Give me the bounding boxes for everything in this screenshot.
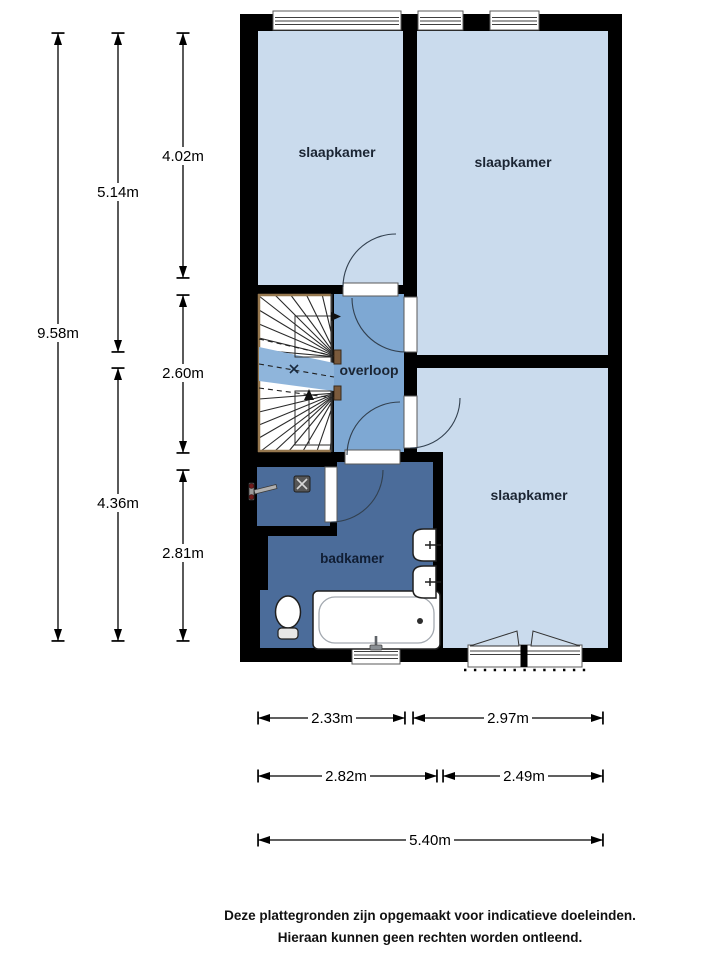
label-slaapkamer-bottom-right: slaapkamer — [490, 487, 568, 503]
dim-h-row1-left — [258, 709, 405, 727]
toilet-icon — [276, 596, 301, 639]
disclaimer-line-1: Deze plattegronden zijn opgemaakt voor indicatieve doeleinden. — [224, 908, 636, 923]
dim-h-total-width — [258, 831, 603, 849]
dim-v-mid-lower — [94, 368, 142, 641]
window-top-left — [273, 11, 401, 30]
label-badkamer: badkamer — [320, 551, 384, 566]
newel-post-lower — [334, 386, 341, 400]
dim-v-inner-top — [159, 33, 207, 278]
dim-label: 5.14m — [97, 184, 139, 201]
label-slaapkamer-top-right: slaapkamer — [474, 154, 552, 170]
dim-label: 2.49m — [503, 768, 545, 785]
room-slaapkamer-bottom-right — [417, 368, 608, 648]
dim-label: 2.81m — [162, 545, 204, 562]
dim-v-total — [34, 33, 82, 641]
room-slaapkamer-top-right — [417, 31, 608, 355]
label-slaapkamer-top-left: slaapkamer — [298, 144, 376, 160]
dim-label: 2.82m — [325, 768, 367, 785]
dim-h-row2-right — [443, 767, 603, 785]
floor-drain-icon — [294, 476, 310, 492]
window-top-right — [490, 11, 539, 30]
dim-label: 2.33m — [311, 710, 353, 727]
dim-label: 4.36m — [97, 495, 139, 512]
dim-label: 4.02m — [162, 148, 204, 165]
floor-plan — [240, 11, 622, 670]
footer — [224, 908, 636, 945]
french-door-mullion — [521, 645, 528, 667]
label-overloop: overloop — [339, 362, 399, 378]
dim-label: 2.97m — [487, 710, 529, 727]
disclaimer-line-2: Hieraan kunnen geen rechten worden ontleend. — [277, 930, 583, 945]
dim-label: 5.40m — [409, 832, 451, 849]
dim-label: 2.60m — [162, 365, 204, 382]
dim-h-row2-left — [258, 767, 437, 785]
dim-h-row1-right — [413, 709, 603, 727]
room-shower-corner — [257, 467, 330, 526]
dim-v-mid-upper — [94, 33, 142, 352]
dim-v-inner-bottom — [159, 470, 207, 641]
bathtub-icon — [313, 591, 440, 650]
window-top-middle — [418, 11, 463, 30]
dim-label: 9.58m — [37, 325, 79, 342]
dim-v-inner-middle — [159, 295, 207, 453]
